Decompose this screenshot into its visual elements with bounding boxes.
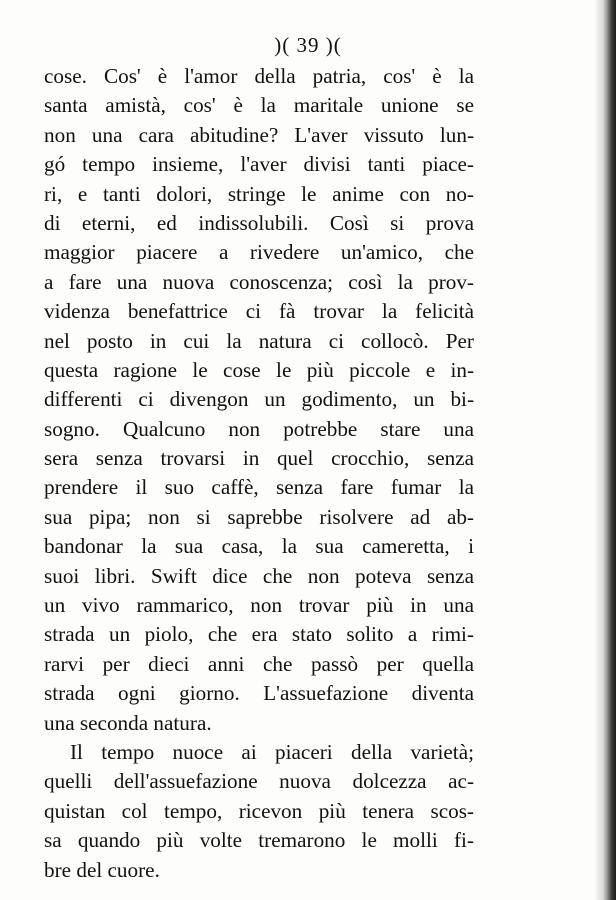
text-line: strada ogni giorno. L'assuefazione diventa (44, 681, 474, 706)
text-line: di eterni, ed indissolubili. Così si prova (44, 210, 474, 235)
text-line: cose. Cos' è l'amor della patria, cos' è la (44, 64, 474, 88)
text-line: suoi libri. Swift dice che non poteva senza (44, 563, 474, 588)
binding-shadow (594, 0, 602, 900)
text-line: nel posto in cui la natura ci collocò. Per (44, 328, 474, 353)
text-line: maggior piacere a rivedere un'amico, che (44, 240, 474, 265)
text-line: una seconda natura. (44, 710, 212, 735)
text-line: sa quando più volte tremarono le molli fi- (44, 828, 474, 853)
text-line: strada un piolo, che era stato solito a rimi- (44, 622, 474, 647)
book-binding-edge (602, 0, 616, 900)
text-line: sogno. Qualcuno non potrebbe stare una (44, 416, 474, 441)
text-line: sua pipa; non si saprebbe risolvere ad ab- (44, 504, 474, 529)
text-line: gó tempo insieme, l'aver divisi tanti piace- (44, 152, 474, 177)
text-line: Il tempo nuoce ai piaceri della varietà; (70, 739, 474, 764)
text-line: santa amistà, cos' è la maritale unione se (44, 93, 474, 118)
text-line: videnza benefattrice ci fà trovar la felicità (44, 299, 474, 324)
text-line: bre del cuore. (44, 857, 160, 882)
text-line: a fare una nuova conoscenza; così la prov- (44, 269, 474, 294)
text-line: un vivo rammarico, non trovar più in una (44, 593, 474, 618)
text-line: differenti ci divengon un godimento, un bi- (44, 387, 474, 412)
text-line: questa ragione le cose le più piccole e in- (44, 357, 474, 382)
text-line: ri, e tanti dolori, stringe le anime con no- (44, 181, 474, 206)
text-line: quelli dell'assuefazione nuova dolcezza ac- (44, 769, 474, 794)
text-line: rarvi per dieci anni che passò per quella (44, 651, 474, 676)
text-line: sera senza trovarsi in quel crocchio, senza (44, 446, 474, 471)
body-text (44, 62, 474, 885)
text-line: prendere il suo caffè, senza fare fumar la (44, 475, 474, 500)
text-line: bandonar la sua casa, la sua cameretta, i (44, 534, 474, 559)
text-line: quistan col tempo, ricevon più tenera scos- (44, 798, 474, 823)
page-number: )( 39 )( (274, 33, 342, 57)
text-line: non una cara abitudine? L'aver vissuto lun- (44, 122, 474, 147)
